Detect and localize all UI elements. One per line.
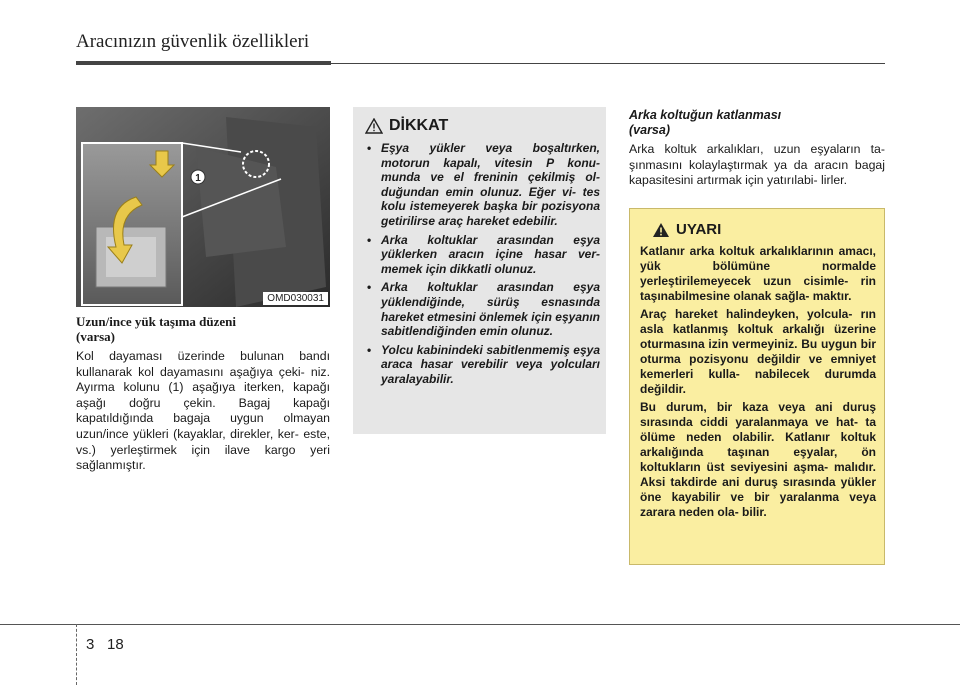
pass-through-body: Kol dayaması üzerinde bulunan bandı kullanarak kol dayamasını aşağıya çeki- niz. Ayırma kolunu (1) aşağıya iterken, kapağı aşağı doğru çekin. Bagaj kapağı kapatıldığında bagaja uygun olmayan uzun/ince yükleri (kayaklar, direkler, ker- este, vs.) yerleştirmek için ilave kargo yeri sağlanmıştır. (76, 349, 330, 473)
caution-title-text: DİKKAT (389, 117, 449, 134)
bullet: • (367, 280, 372, 295)
footer-page-number: 18 (107, 636, 124, 653)
warning-title (652, 221, 876, 238)
caution-item (363, 141, 600, 229)
chapter-title: Aracınızın güvenlik özellikleri (76, 31, 310, 52)
bullet: • (367, 141, 372, 155)
seat-fold-heading-line2: (varsa) (629, 123, 670, 137)
armrest-cover (106, 237, 156, 277)
figure-code: OMD030031 (263, 292, 328, 305)
warning-paragraph: Araç hareket halindeyken, yolcula- rın asla katlanmış koltuk arkalığı üzerine oturmasına izin vermeyiniz. Bu uygun bir oturma pozisyonu değildir ve emniyet kemerleri kulla- nabilecek durumda değildir. (640, 307, 876, 396)
caution-box (353, 107, 606, 434)
bullet: • (367, 342, 372, 357)
seat-illustration (76, 107, 330, 307)
warning-triangle-icon (652, 222, 670, 238)
pass-through-heading-line2: (varsa) (76, 329, 115, 344)
caution-item (363, 343, 600, 387)
caution-list (363, 141, 600, 387)
seat-fold-heading-line1: Arka koltuğun katlanması (629, 108, 782, 122)
caution-triangle-icon (365, 118, 383, 134)
warning-title-text: UYARI (676, 221, 722, 238)
callout-1-label: 1 (195, 173, 201, 184)
caution-title (365, 117, 600, 135)
footer-rule (0, 624, 960, 625)
caution-item (363, 280, 600, 338)
footer-chapter-number: 3 (86, 636, 95, 653)
pass-through-heading (76, 314, 330, 344)
caution-item (363, 233, 600, 277)
caution-item-text: Eşya yükler veya boşaltırken, motorun kapalı, vitesin P konu- munda ve el freninin çekilmiş ol- duğundan emin olunuz. Eğer vi- tes kolu istemeyerek başka bir pozisyona getirilirse araç hareket edebilir. (381, 141, 600, 228)
caution-item-text: Arka koltuklar arasından eşya yüklerken aracın içine hasar ver- memek için dikkatli olunuz. (381, 232, 600, 276)
caution-item-text: Arka koltuklar arasından eşya yüklendiğinde, sürüş esnasında hareket etmesini önlemek için eşyanın sabitlendiğinden emin olunuz. (381, 280, 600, 339)
seat-fold-body: Arka koltuk arkalıkları, uzun eşyaların ta- şınmasını kolaylaştırmak ya da aracın bagaj kapasitesini artırmak için yatırılabi- lirler. (629, 142, 885, 188)
bullet: • (367, 232, 372, 247)
footer-divider (76, 624, 77, 685)
warning-paragraph: Bu durum, bir kaza veya ani duruş sırasında ciddi yaralanmaya ve hat- ta ölüme neden olabilir. Katlanır koltuk arkalığında taşınan eşyalar, ön koltukların üst seviyesini aşma- malıdır. Aksi takdirde ani duruş sırasında yükler öne kayabilir ve bir yaralanma veya zarara neden ola- bilir. (640, 400, 876, 519)
seat-pass-through-photo (76, 107, 330, 307)
warning-paragraph: Katlanır arka koltuk arkalıklarının amacı, yük bölümüne normalde yerleştirilemeyecek uzun cisimle- rin taşınabilmesine olanak sağla- maktır. (640, 244, 876, 303)
header-rule-thick (76, 61, 331, 65)
warning-box (629, 208, 885, 565)
header-rule-thin (331, 63, 885, 64)
pass-through-heading-line1: Uzun/ince yük taşıma düzeni (76, 314, 236, 329)
seat-fold-heading (629, 108, 885, 138)
caution-item-text: Yolcu kabinindeki sabitlenmemiş eşya araca hasar verebilir veya yolcuları yaralayabilir. (381, 342, 600, 386)
